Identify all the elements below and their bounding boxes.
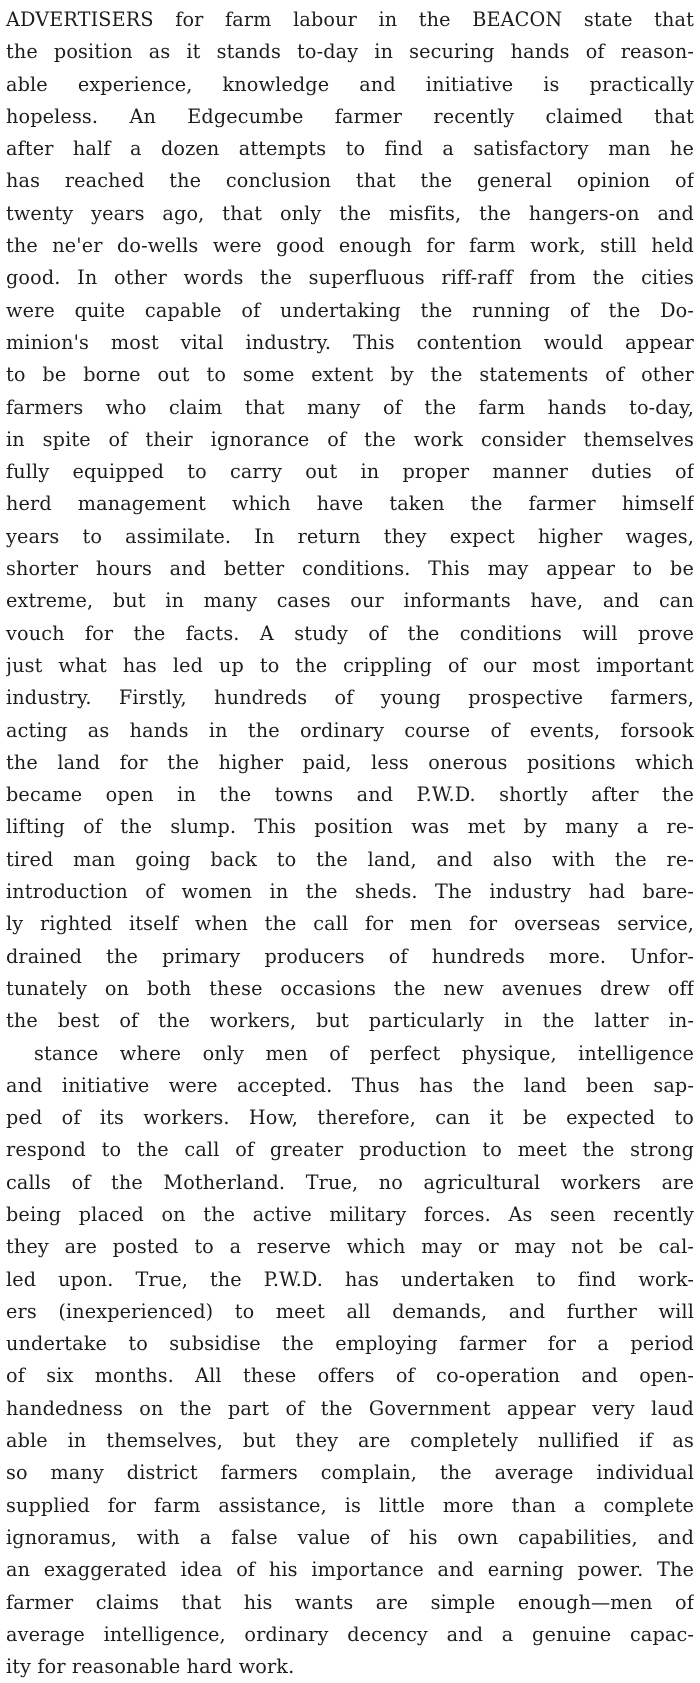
article-line: became open in the towns and P.W.D. shortly after the	[6, 783, 694, 807]
article-line: introduction of women in the sheds. The industry had bare-	[6, 880, 694, 904]
article-line: supplied for farm assistance, is little more than a complete	[6, 1493, 694, 1517]
article-line: tired man going back to the land, and also with the re-	[6, 847, 694, 871]
article-line: to be borne out to some extent by the statements of other	[6, 363, 694, 387]
article-line: respond to the call of greater production to meet the strong	[6, 1138, 694, 1162]
article-line: extreme, but in many cases our informants have, and can	[6, 589, 694, 613]
article-line: lifting of the slump. This position was met by many a re-	[6, 815, 694, 839]
article-line: vouch for the facts. A study of the conditions will prove	[6, 621, 694, 645]
article-line: drained the primary producers of hundreds more. Unfor-	[6, 944, 694, 968]
article-line: industry. Firstly, hundreds of young prospective farmers,	[6, 686, 694, 710]
article-line: able experience, knowledge and initiative is practically	[6, 72, 694, 96]
article-line: farmer claims that his wants are simple enough—men of	[6, 1590, 694, 1614]
article-line: ly righted itself when the call for men for overseas service,	[6, 912, 694, 936]
article-line: tunately on both these occasions the new avenues drew off	[6, 976, 694, 1000]
article-line: fully equipped to carry out in proper manner duties of	[6, 460, 694, 484]
article-line: calls of the Motherland. True, no agricultural workers are	[6, 1170, 694, 1194]
article-line: the ne'er do-wells were good enough for farm work, still held	[6, 234, 694, 258]
article-line: led upon. True, the P.W.D. has undertaken to find work-	[6, 1267, 694, 1291]
article-line: they are posted to a reserve which may or may not be cal-	[6, 1235, 694, 1259]
article-line: able in themselves, but they are completely nullified if as	[6, 1429, 694, 1453]
article-line: being placed on the active military forces. As seen recently	[6, 1202, 694, 1226]
article-line: were quite capable of undertaking the running of the Do-	[6, 298, 694, 322]
article-line: the land for the higher paid, less onerous positions which	[6, 750, 694, 774]
article-line: the position as it stands to-day in securing hands of reason-	[6, 40, 694, 64]
article-line: undertake to subsidise the employing farmer for a period	[6, 1332, 694, 1356]
article-line: average intelligence, ordinary decency and a genuine capac-	[6, 1622, 694, 1646]
article-line: has reached the conclusion that the general opinion of	[6, 169, 694, 193]
article-line: acting as hands in the ordinary course of events, forsook	[6, 718, 694, 742]
article-line: hopeless. An Edgecumbe farmer recently claimed that	[6, 104, 694, 128]
article-line: years to assimilate. In return they expect higher wages,	[6, 524, 694, 548]
article-body	[6, 4, 694, 1683]
article-line: ity for reasonable hard work.	[6, 1655, 295, 1679]
article-line: herd management which have taken the farmer himself	[6, 492, 694, 516]
article-line: of six months. All these offers of co-operation and open-	[6, 1364, 694, 1388]
article-line: farmers who claim that many of the farm hands to-day,	[6, 395, 694, 419]
article-line: in spite of their ignorance of the work consider themselves	[6, 427, 694, 451]
article-line: just what has led up to the crippling of our most important	[6, 653, 694, 677]
article-line: ignoramus, with a false value of his own capabilities, and	[6, 1525, 694, 1549]
article-line: the best of the workers, but particularly in the latter in-	[6, 1009, 694, 1033]
article-line: handedness on the part of the Government appear very laud	[6, 1396, 694, 1420]
article-line: ADVERTISERS for farm labour in the BEACON state that	[6, 8, 694, 31]
article-line: shorter hours and better conditions. This may appear to be	[6, 557, 694, 581]
article-line: ped of its workers. How, therefore, can it be expected to	[6, 1106, 694, 1130]
article-line: so many district farmers complain, the average individual	[6, 1461, 694, 1485]
article-line: an exaggerated idea of his importance and earning power. The	[6, 1558, 694, 1582]
article-line: twenty years ago, that only the misfits, the hangers-on and	[6, 201, 694, 225]
article-line: ers (inexperienced) to meet all demands, and further will	[6, 1299, 694, 1323]
article-line: after half a dozen attempts to find a satisfactory man he	[6, 137, 694, 161]
article-line: and initiative were accepted. Thus has the land been sap-	[6, 1073, 694, 1097]
article-line: minion's most vital industry. This contention would appear	[6, 330, 694, 354]
article-line: good. In other words the superfluous riff-raff from the cities	[6, 266, 694, 290]
article-line: stance where only men of perfect physique, intelligence	[34, 1041, 694, 1065]
